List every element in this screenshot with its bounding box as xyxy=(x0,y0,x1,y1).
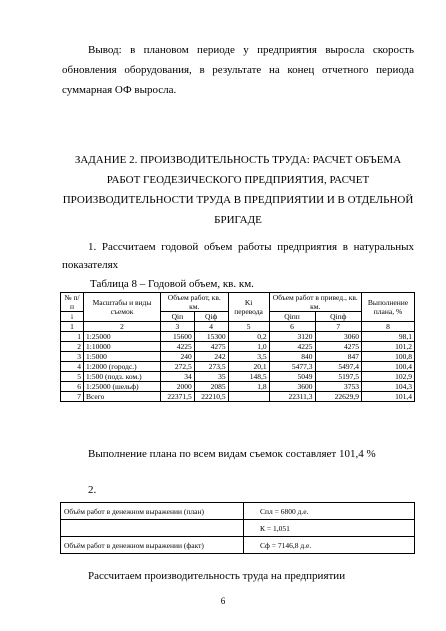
table-cell: 4225 xyxy=(269,342,315,352)
table-cell: 101,4 xyxy=(362,392,415,402)
table-cell: 1:25000 (шельф) xyxy=(84,382,161,392)
table-cell: 101,2 xyxy=(362,342,415,352)
table-row xyxy=(61,537,415,554)
table-cell: 4 xyxy=(61,362,84,372)
table-cell: 1:25000 xyxy=(84,332,161,342)
table-cell: 242 xyxy=(194,352,228,362)
col-number: 4 xyxy=(194,322,228,332)
table-cell: 22311,3 xyxy=(269,392,315,402)
column-number-row xyxy=(61,322,415,332)
table-cell: 1:10000 xyxy=(84,342,161,352)
table-cell: Всего xyxy=(84,392,161,402)
table-cell: 22210,5 xyxy=(194,392,228,402)
table-cell: 2 xyxy=(61,342,84,352)
table-cell: 3753 xyxy=(315,382,361,392)
table-cell: 2000 xyxy=(161,382,195,392)
table-row xyxy=(61,352,415,362)
col-number: 3 xyxy=(161,322,195,332)
col-number: 5 xyxy=(228,322,269,332)
table-cell: 5477,3 xyxy=(269,362,315,372)
table-cell: 7 xyxy=(61,392,84,402)
table-row xyxy=(61,520,415,537)
table-cell: 100,4 xyxy=(362,362,415,372)
table8-caption: Таблица 8 – Годовой объем, кв. км. xyxy=(90,278,254,290)
table-cell: 1,8 xyxy=(228,382,269,392)
table-row xyxy=(61,342,415,352)
header-qipp: Qiпп xyxy=(269,312,315,322)
table-cell: 0,2 xyxy=(228,332,269,342)
table-cell: 1 xyxy=(61,332,84,342)
header-reduced: Объем работ в привед., кв. км. xyxy=(269,293,361,312)
table-row xyxy=(61,362,415,372)
table-cell: 4275 xyxy=(315,342,361,352)
table-cell: 847 xyxy=(315,352,361,362)
money-label: Объём работ в денежном выражении (план) xyxy=(61,503,244,520)
table-cell: 273,5 xyxy=(194,362,228,372)
table-cell: 20,1 xyxy=(228,362,269,372)
header-qif: Qiф xyxy=(194,312,228,322)
col-number: 7 xyxy=(315,322,361,332)
header-volume: Объем работ, кв. км. xyxy=(161,293,229,312)
table-cell: 3120 xyxy=(269,332,315,342)
col-number: 2 xyxy=(84,322,161,332)
table-cell: 1:2000 (городс.) xyxy=(84,362,161,372)
header-qipf: Qiпф xyxy=(315,312,361,322)
table-cell: 3600 xyxy=(269,382,315,392)
header-qip: Qiп xyxy=(161,312,195,322)
table-cell: 100,8 xyxy=(362,352,415,362)
table-cell: 3 xyxy=(61,352,84,362)
table-cell: 5049 xyxy=(269,372,315,382)
money-value: Спл = 6800 д.е. xyxy=(244,503,415,520)
step2-label: 2. xyxy=(88,484,97,496)
header-num: № п/п xyxy=(61,293,84,312)
conclusion-paragraph: Вывод: в плановом периоде у предприятия выросла скорость обновления оборудования, в результате на конец отчетного периода суммарная ОФ выросла. xyxy=(62,44,414,96)
table-cell: 1:5000 xyxy=(84,352,161,362)
table-cell: 34 xyxy=(161,372,195,382)
table-cell: 35 xyxy=(194,372,228,382)
page-number: 6 xyxy=(220,596,226,606)
table-row xyxy=(61,382,415,392)
header-scale: Масштабы и виды съемок xyxy=(84,293,161,322)
col-number: 8 xyxy=(362,322,415,332)
table-cell: 15600 xyxy=(161,332,195,342)
table-row xyxy=(61,503,415,520)
header-ki: Ki перевода xyxy=(228,293,269,322)
money-value: К = 1,051 xyxy=(244,520,415,537)
table-cell: 1,0 xyxy=(228,342,269,352)
table-cell: 3060 xyxy=(315,332,361,342)
step3-paragraph: Рассчитаем производительность труда на предприятии xyxy=(88,570,346,582)
money-label xyxy=(61,520,244,537)
table-cell: 3,5 xyxy=(228,352,269,362)
table-cell: 840 xyxy=(269,352,315,362)
table-cell: 272,5 xyxy=(161,362,195,372)
table-cell: 102,9 xyxy=(362,372,415,382)
header-i: i xyxy=(61,312,84,322)
col-number: 1 xyxy=(61,322,84,332)
section-title: ЗАДАНИЕ 2. ПРОИЗВОДИТЕЛЬНОСТЬ ТРУДА: РАСЧЕТ ОБЪЕМА РАБОТ ГЕОДЕЗИЧЕСКОГО ПРЕДПРИЯТИЯ, РАСЧЕТ ПРОИЗВОДИТЕЛЬНОСТИ ТРУДА В ПРЕДПРИЯТИИ И В ОТДЕЛЬНОЙ БРИГАДЕ xyxy=(62,154,414,226)
table-row-total xyxy=(61,392,415,402)
table-cell: 98,1 xyxy=(362,332,415,342)
annual-volume-table xyxy=(60,292,415,402)
header-plan: Выполнение плана, % xyxy=(362,293,415,322)
table-cell: 5 xyxy=(61,372,84,382)
money-label: Объём работ в денежном выражении (факт) xyxy=(61,537,244,554)
table-cell: 240 xyxy=(161,352,195,362)
table-cell: 1:500 (подз. ком.) xyxy=(84,372,161,382)
table-cell: 6 xyxy=(61,382,84,392)
col-number: 6 xyxy=(269,322,315,332)
table-row xyxy=(61,372,415,382)
table-cell: 2085 xyxy=(194,382,228,392)
table-cell: 5197,5 xyxy=(315,372,361,382)
table-cell: 22371,5 xyxy=(161,392,195,402)
step1-paragraph: 1. Рассчитаем годовой объем работы предприятия в натуральных показателях xyxy=(62,241,414,271)
table-cell: 5497,4 xyxy=(315,362,361,372)
plan-summary: Выполнение плана по всем видам съемок составляет 101,4 % xyxy=(88,448,376,460)
table-cell xyxy=(228,392,269,402)
table-row xyxy=(61,332,415,342)
table-cell: 4225 xyxy=(161,342,195,352)
money-value: Сф = 7146,8 д.е. xyxy=(244,537,415,554)
table-cell: 22629,9 xyxy=(315,392,361,402)
table-cell: 104,3 xyxy=(362,382,415,392)
table-cell: 15300 xyxy=(194,332,228,342)
table-cell: 148,5 xyxy=(228,372,269,382)
monetary-volume-table xyxy=(60,502,415,554)
table-cell: 4275 xyxy=(194,342,228,352)
